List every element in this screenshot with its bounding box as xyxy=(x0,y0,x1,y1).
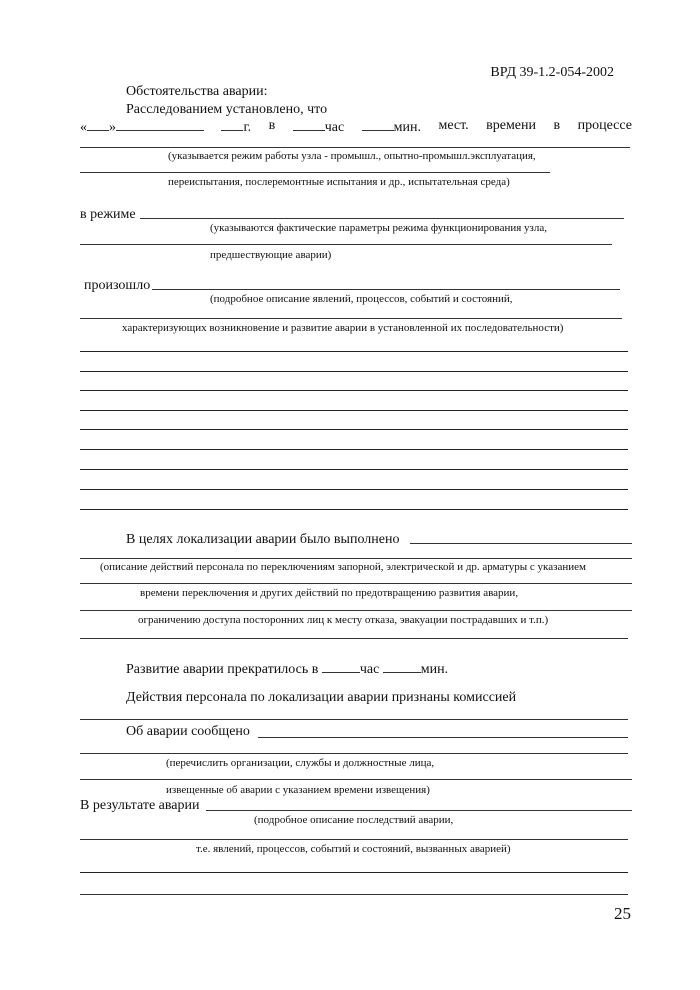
word-in-1: в xyxy=(268,118,276,133)
hint-loc-line-2: времени переключения и других действий по предотвращению развития аварии, xyxy=(140,587,519,599)
hint-loc-line-1: (описание действий персонала по переключениям запорной, электрической и др. арматуры с указанием xyxy=(100,561,586,573)
date-day-field[interactable]: « » xyxy=(80,118,204,136)
date-time-row xyxy=(80,118,632,136)
blank-writing-line[interactable] xyxy=(80,410,628,411)
word-local: мест. xyxy=(438,118,469,133)
in-mode-label: в режиме xyxy=(80,207,136,222)
investigation-established-text: Расследованием установлено, что xyxy=(126,102,328,117)
fill-line-reported-2[interactable] xyxy=(80,753,628,754)
fill-line-desc-2[interactable] xyxy=(80,318,622,319)
hour-field[interactable]: час xyxy=(293,118,344,136)
fill-line-loc-3[interactable] xyxy=(80,583,632,584)
section-heading-circumstances: Обстоятельства аварии: xyxy=(126,84,268,99)
fill-line-actions[interactable] xyxy=(80,719,628,720)
actions-recognized-label: Действия персонала по локализации аварии признаны комиссией xyxy=(126,690,517,705)
fill-line-reported[interactable] xyxy=(258,737,628,738)
blank-writing-line[interactable] xyxy=(80,872,628,873)
fill-line-result[interactable] xyxy=(206,810,632,811)
localization-label: В целях локализации аварии было выполнено xyxy=(126,532,400,547)
hint-mode-line-1: (указывается режим работы узла - промышл., опытно-промышл.эксплуатация, xyxy=(168,150,536,162)
hint-mode-line-2: переиспытания, послеремонтные испытания и др., испытательная среда) xyxy=(168,176,510,188)
stopped-minute-field[interactable] xyxy=(383,660,421,673)
blank-writing-line[interactable] xyxy=(80,371,628,372)
fill-line-mode-1[interactable] xyxy=(80,147,630,148)
hint-params-line-2: предшествующие аварии) xyxy=(210,249,332,261)
reported-label: Об аварии сообщено xyxy=(126,724,250,739)
page-number: 25 xyxy=(614,904,631,923)
blank-writing-line[interactable] xyxy=(80,351,628,352)
fill-line-loc-4[interactable] xyxy=(80,610,632,611)
result-label: В результате аварии xyxy=(80,798,200,813)
fill-line-loc-5[interactable] xyxy=(80,638,628,639)
hint-desc-line-1: (подробное описание явлений, процессов, событий и состояний, xyxy=(210,293,513,305)
blank-writing-line[interactable] xyxy=(80,509,628,510)
word-process: процессе xyxy=(577,118,632,133)
word-in-2: в xyxy=(553,118,561,133)
occurred-label: произошло xyxy=(84,278,151,293)
blank-writing-line[interactable] xyxy=(80,449,628,450)
fill-line-mode-2[interactable] xyxy=(80,172,550,173)
hint-reported-line-1: (перечислить организации, службы и должностные лица, xyxy=(166,757,435,769)
date-year-field[interactable]: г. xyxy=(221,118,251,136)
hint-loc-line-3: ограничению доступа посторонних лиц к месту отказа, эвакуации пострадавших и т.п.) xyxy=(138,614,549,626)
hint-reported-line-2: извещенные об аварии с указанием времени извещения) xyxy=(166,784,430,796)
blank-writing-line[interactable] xyxy=(80,894,628,895)
accident-stopped-text: Развитие аварии прекратилось в час мин. xyxy=(126,662,449,677)
blank-writing-line[interactable] xyxy=(80,390,628,391)
stopped-hour-field[interactable] xyxy=(322,660,360,673)
fill-line-occurred[interactable] xyxy=(152,289,620,290)
fill-line-result-2[interactable] xyxy=(80,839,628,840)
blank-writing-line[interactable] xyxy=(80,429,628,430)
fill-line-localization[interactable] xyxy=(410,543,632,544)
blank-writing-line[interactable] xyxy=(80,469,628,470)
hint-desc-line-2: характеризующих возникновение и развитие аварии в установленной их последовательности) xyxy=(122,322,564,334)
fill-line-in-mode[interactable] xyxy=(140,218,624,219)
word-time: времени xyxy=(486,118,537,133)
document-number: ВРД 39-1.2-054-2002 xyxy=(490,65,614,80)
fill-line-reported-3[interactable] xyxy=(80,779,632,780)
hint-result-line-2: т.е. явлений, процессов, событий и состояний, вызванных аварией) xyxy=(196,843,511,855)
blank-writing-line[interactable] xyxy=(80,489,628,490)
hint-params-line-1: (указываются фактические параметры режима функционирования узла, xyxy=(210,222,548,234)
minute-field[interactable]: мин. xyxy=(362,118,421,136)
fill-line-params-2[interactable] xyxy=(80,244,612,245)
hint-result-line-1: (подробное описание последствий аварии, xyxy=(254,814,454,826)
fill-line-loc-2[interactable] xyxy=(80,558,632,559)
